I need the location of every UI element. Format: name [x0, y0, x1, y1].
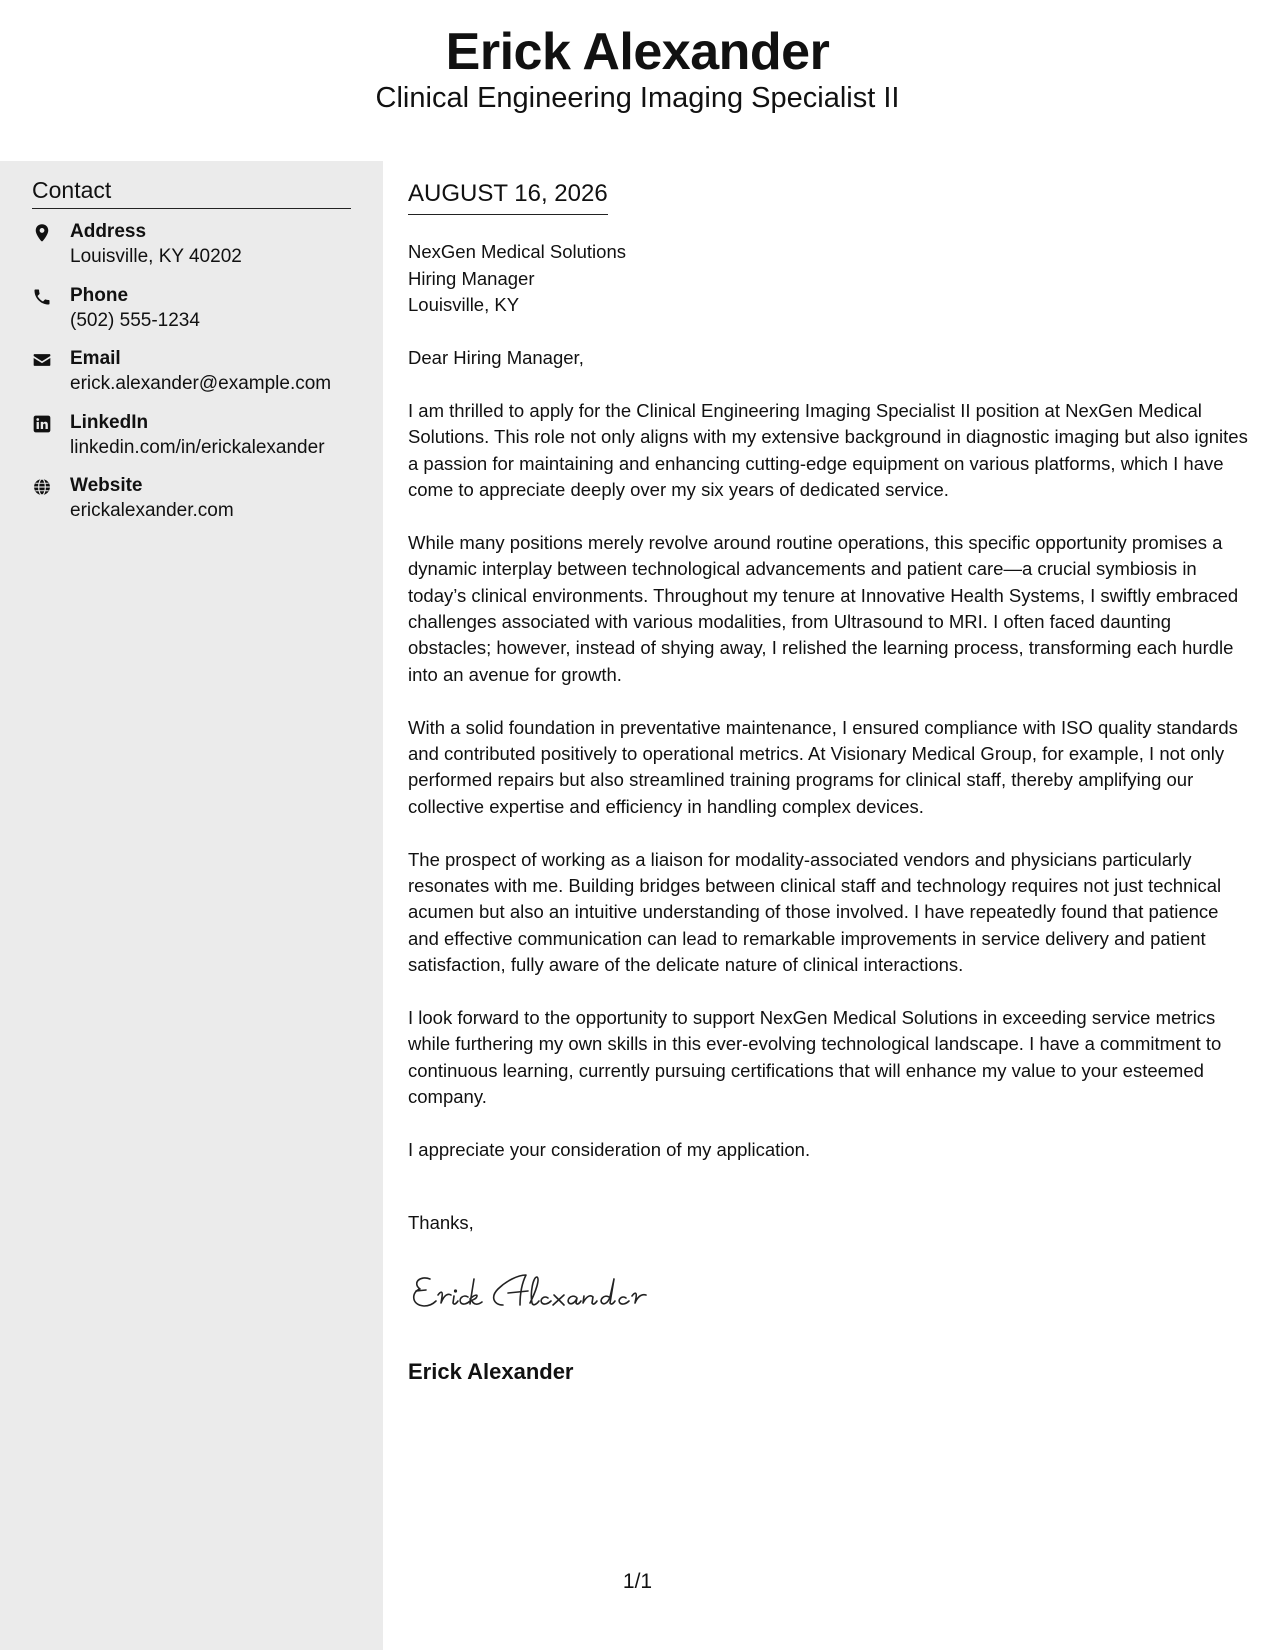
page-number: 1/1: [622, 1570, 653, 1593]
paragraph: While many positions merely revolve around routine operations, this specific opportunity promises a dynamic interplay between technological advancements and patient care—a crucial symbiosis in today’s clinical environments. Throughout my tenure at Innovative Health Systems, I swiftly embraced challenges associated with various modalities, from Ultrasound to MRI. I often faced daunting obstacles; however, instead of shying away, I relished the learning process, transforming each hurdle into an avenue for growth.: [408, 531, 1239, 685]
website-value[interactable]: erickalexander.com: [70, 500, 234, 521]
contact-item-phone: [32, 285, 362, 349]
contact-section-title: Contact: [32, 177, 351, 209]
email-label: Email: [70, 348, 121, 369]
globe-icon: [32, 477, 54, 499]
recipient-block: [408, 239, 626, 319]
handwritten-signature: [408, 1261, 678, 1321]
letter-text: [408, 345, 1253, 1190]
salutation: Dear Hiring Manager,: [408, 347, 584, 368]
address-label: Address: [70, 221, 147, 242]
paragraph: The prospect of working as a liaison for modality-associated vendors and physicians particularly resonates with me. Building bridges between clinical staff and technology requires not just technical acumen but also an intuitive understanding of those involved. I have repeatedly found that patience and effective communication can lead to remarkable improvements in service delivery and patient satisfaction, fully aware of the delicate nature of clinical interactions.: [408, 848, 1222, 976]
contact-item-linkedin: [32, 412, 362, 476]
phone-label: Phone: [70, 284, 129, 306]
email-value[interactable]: erick.alexander@example.com: [70, 373, 332, 394]
contact-list: [32, 221, 362, 539]
recipient-location: Louisville, KY: [408, 294, 520, 315]
paragraph: I look forward to the opportunity to support NexGen Medical Solutions in exceeding service metrics while furthering my own skills in this ever-evolving technological landscape. I have a commitment to continuous learning, currently pursuing certifications that will enhance my value to your esteemed company.: [408, 1007, 1222, 1108]
letter-header: [0, 0, 1275, 160]
linkedin-value[interactable]: linkedin.com/in/erickalexander: [70, 436, 325, 458]
applicant-job-title: Clinical Engineering Imaging Specialist II: [375, 82, 900, 114]
applicant-name: Erick Alexander: [445, 23, 830, 81]
paragraph: I am thrilled to apply for the Clinical Engineering Imaging Specialist II position at NexGen Medical Solutions. This role not only aligns with my extensive background in diagnostic imaging but also ignites a passion for maintaining and enhancing cutting-edge equipment on various platforms, which I have come to appreciate deeply over my six years of dedicated service.: [408, 399, 1248, 501]
closing-line: Thanks,: [408, 1212, 474, 1233]
contact-item-email: [32, 348, 362, 412]
paragraph: I appreciate your consideration of my application.: [408, 1139, 811, 1161]
recipient-title: Hiring Manager: [408, 267, 535, 289]
address-value: Louisville, KY 40202: [70, 246, 242, 267]
letter-date: AUGUST 16, 2026: [408, 180, 608, 215]
contact-item-website: [32, 475, 362, 539]
contact-sidebar: [0, 161, 383, 1650]
map-pin-icon: [32, 223, 54, 245]
signer-name: Erick Alexander: [408, 1359, 574, 1384]
linkedin-label: LinkedIn: [70, 411, 149, 433]
contact-item-address: [32, 221, 362, 285]
envelope-icon: [32, 350, 54, 372]
paragraph: With a solid foundation in preventative maintenance, I ensured compliance with ISO quality standards and contributed positively to operational metrics. At Visionary Medical Group, for example, I not only performed repairs but also streamlined training programs for clinical staff, thereby amplifying our collective expertise and efficiency in handling complex devices.: [408, 716, 1238, 817]
phone-value: (502) 555-1234: [70, 309, 200, 331]
phone-icon: [32, 287, 54, 309]
linkedin-icon: [32, 414, 54, 436]
recipient-company: NexGen Medical Solutions: [408, 241, 626, 262]
website-label: Website: [70, 475, 143, 496]
